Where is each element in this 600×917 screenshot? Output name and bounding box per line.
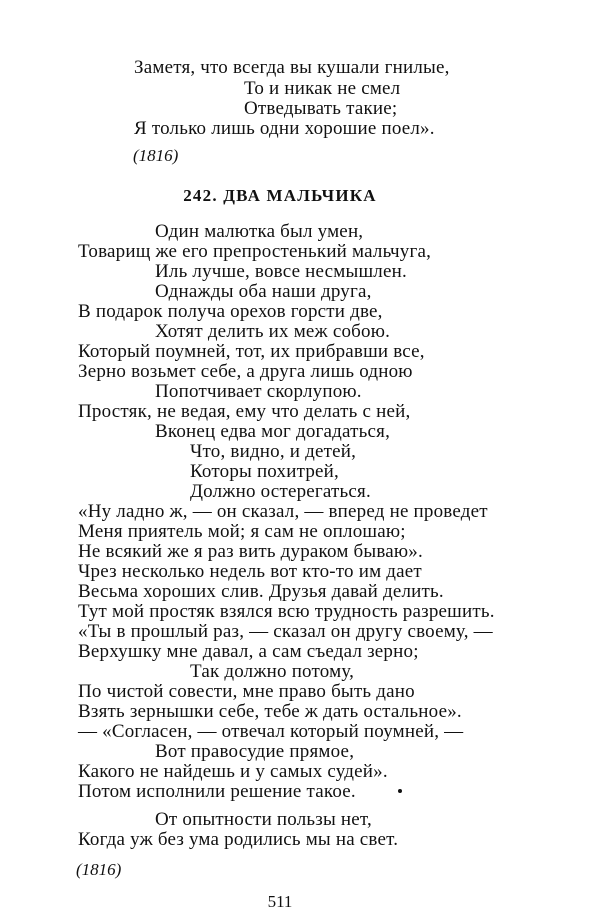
poem-line: «Ты в прошлый раз, — сказал он другу своему, —: [78, 621, 493, 642]
poem-line: Попотчивает скорлупою.: [155, 381, 362, 402]
poem-line: Однажды оба наши друга,: [155, 281, 372, 302]
poem-line: Не всякий же я раз вить дураком бываю».: [78, 541, 423, 562]
poem-line: Зерно возьмет себе, а друга лишь одною: [78, 361, 413, 382]
poem-line: Взять зернышки себе, тебе ж дать остальное».: [78, 701, 462, 722]
poem-line: В подарок получа орехов горсти две,: [78, 301, 383, 322]
poem-line: Хотят делить их меж собою.: [155, 321, 391, 342]
poem-line: Которы похитрей,: [190, 461, 339, 482]
poem-line: Вконец едва мог догадаться,: [155, 421, 391, 442]
poem-line: Что, видно, и детей,: [190, 441, 357, 462]
poem-line: Вот правосудие прямое,: [155, 741, 355, 762]
prev-poem-line-2: То и никак не смел: [244, 78, 401, 99]
poem-line: Один малютка был умен,: [155, 221, 364, 242]
poem-line: Простяк, не ведая, ему что делать с ней,: [78, 401, 411, 422]
poem-line: Верхушку мне давал, а сам съедал зерно;: [78, 641, 419, 662]
poem-moral-line-1: От опытности пользы нет,: [155, 809, 372, 830]
prev-poem-line-3: Отведывать такие;: [244, 98, 398, 119]
poem-line: «Ну ладно ж, — он сказал, — вперед не проведет: [78, 501, 488, 522]
poem-line: Чрез несколько недель вот кто-то им дает: [78, 561, 422, 582]
poem-line: Иль лучше, вовсе несмышлен.: [155, 261, 407, 282]
poem-moral-line-2: Когда уж без ума родились мы на свет.: [78, 829, 399, 850]
poem-line: Тут мой простяк взялся всю трудность разрешить.: [78, 601, 495, 622]
poem-line: По чистой совести, мне право быть дано: [78, 681, 415, 702]
prev-poem-line-1: Заметя, что всегда вы кушали гнилые,: [134, 57, 450, 78]
prev-poem-line-4: Я только лишь одни хорошие поел».: [134, 118, 435, 139]
poem-line: Товарищ же его препростенький мальчуга,: [78, 241, 432, 262]
prev-poem-date: (1816): [133, 146, 179, 165]
poem-line: Который поумней, тот, их прибравши все,: [78, 341, 425, 362]
poem-line: Какого не найдешь и у самых судей».: [78, 761, 388, 782]
poem-line: Так должно потому,: [190, 661, 355, 682]
ink-speck: [398, 789, 402, 793]
poem-title: 242. ДВА МАЛЬЧИКА: [183, 186, 377, 205]
poem-line: Должно остерегаться.: [190, 481, 371, 502]
poem-line: Меня приятель мой; я сам не оплошаю;: [78, 521, 406, 542]
poem-line: — «Согласен, — отвечал который поумней, —: [78, 721, 464, 742]
page-number: 511: [267, 892, 293, 911]
poem-line: Весьма хороших слив. Друзья давай делить.: [78, 581, 444, 602]
poem-line: Потом исполнили решение такое.: [78, 781, 356, 802]
poem-date: (1816): [76, 860, 122, 879]
